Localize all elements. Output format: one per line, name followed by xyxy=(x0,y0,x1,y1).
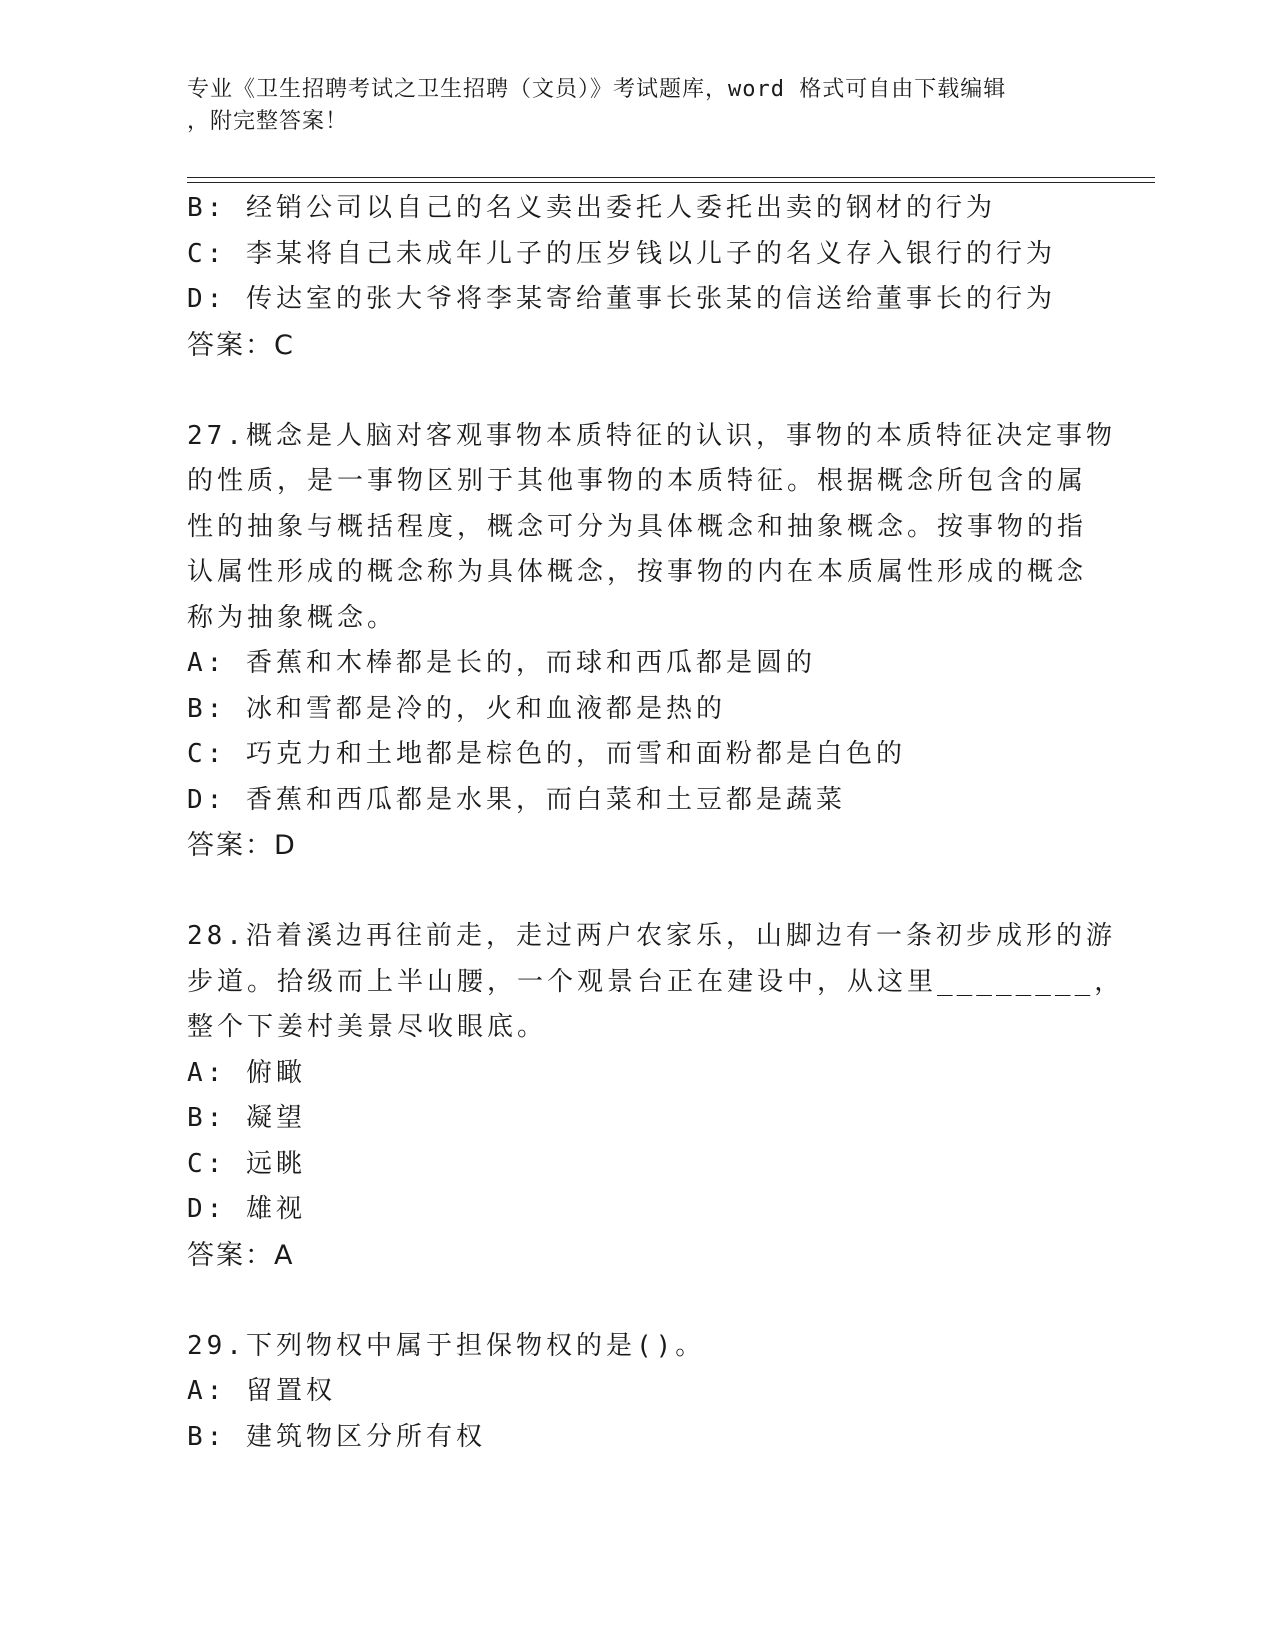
option-a: A: 俯瞰 xyxy=(187,1057,306,1088)
option-d: D: 传达室的张大爷将李某寄给董事长张某的信送给董事长的行为 xyxy=(187,284,1056,314)
header-line-1: 专业《卫生招聘考试之卫生招聘（文员）》考试题库，word 格式可自由下载编辑 xyxy=(187,77,1007,102)
header-line-2: ，附完整答案！ xyxy=(187,109,349,134)
question-text-line: 整个下姜村美景尽收眼底。 xyxy=(187,1012,548,1042)
question-text-line: 性的抽象与概括程度，概念可分为具体概念和抽象概念。按事物的指 xyxy=(187,511,1088,542)
question-27 xyxy=(187,414,1116,869)
option-a: A: 香蕉和木棒都是长的，而球和西瓜都是圆的 xyxy=(187,648,816,678)
option-b: B: 凝望 xyxy=(187,1103,306,1133)
question-29 xyxy=(187,1324,1087,1461)
question-text-line: 28.沿着溪边再往前走，走过两户农家乐，山脚边有一条初步成形的游 xyxy=(187,921,1116,951)
question-text-line: 的性质，是一事物区别于其他事物的本质特征。根据概念所包含的属 xyxy=(187,466,1088,496)
document-header xyxy=(187,74,1067,138)
question-26 xyxy=(187,186,1087,368)
question-28 xyxy=(187,914,1125,1278)
question-text-line: 27.概念是人脑对客观事物本质特征的认识，事物的本质特征决定事物 xyxy=(187,420,1116,451)
option-b: B: 建筑物区分所有权 xyxy=(187,1421,486,1452)
header-rule-top xyxy=(187,177,1155,178)
spacer xyxy=(187,1278,1087,1324)
option-b: B: 经销公司以自己的名义卖出委托人委托出卖的钢材的行为 xyxy=(187,193,996,223)
answer-label: 答案：A xyxy=(187,1239,295,1271)
option-c: C: 远眺 xyxy=(187,1148,306,1179)
answer-label: 答案：D xyxy=(187,830,297,861)
question-content xyxy=(187,186,1125,1460)
header-rule-bottom xyxy=(187,182,1155,183)
option-d: D: 香蕉和西瓜都是水果，而白菜和土豆都是蔬菜 xyxy=(187,784,846,815)
option-d: D: 雄视 xyxy=(187,1194,306,1224)
question-text-line: 29.下列物权中属于担保物权的是()。 xyxy=(187,1330,706,1361)
question-text-line: 步道。拾级而上半山腰，一个观景台正在建设中，从这里________， xyxy=(187,966,1125,997)
option-c: C: 李某将自己未成年儿子的压岁钱以儿子的名义存入银行的行为 xyxy=(187,238,1056,269)
option-c: C: 巧克力和土地都是棕色的，而雪和面粉都是白色的 xyxy=(187,739,906,769)
spacer xyxy=(187,869,1087,915)
option-b: B: 冰和雪都是冷的，火和血液都是热的 xyxy=(187,693,726,724)
question-text-line: 认属性形成的概念称为具体概念，按事物的内在本质属性形成的概念 xyxy=(187,557,1088,587)
question-text-line: 称为抽象概念。 xyxy=(187,602,398,633)
answer-label: 答案：C xyxy=(187,329,295,361)
option-a: A: 留置权 xyxy=(187,1376,336,1406)
spacer xyxy=(187,368,1087,414)
